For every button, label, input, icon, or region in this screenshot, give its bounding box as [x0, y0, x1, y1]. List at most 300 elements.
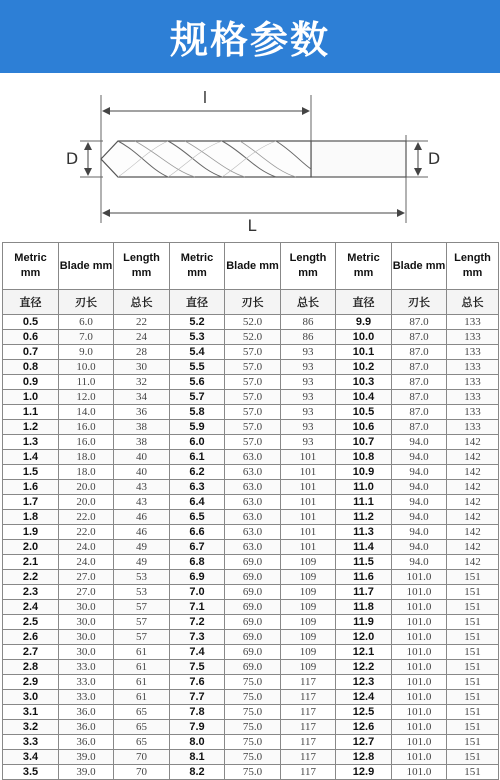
length-cell: 65 — [114, 735, 170, 750]
metric-cell: 8.0 — [170, 735, 225, 750]
header-banner — [0, 0, 500, 73]
length-cell: 151 — [447, 690, 499, 705]
table-row — [3, 420, 499, 435]
col-header-blade: Blade mm — [225, 243, 281, 290]
length-cell: 151 — [447, 600, 499, 615]
table-row — [3, 675, 499, 690]
blade-cell: 63.0 — [225, 465, 281, 480]
metric-cell: 7.0 — [170, 585, 225, 600]
blade-cell: 57.0 — [225, 420, 281, 435]
metric-cell: 7.9 — [170, 720, 225, 735]
metric-cell: 5.9 — [170, 420, 225, 435]
col-header-length: Length mm — [447, 243, 499, 290]
length-cell: 142 — [447, 465, 499, 480]
metric-cell: 0.9 — [3, 375, 59, 390]
table-row — [3, 750, 499, 765]
drill-bit-svg — [0, 73, 500, 238]
table-row — [3, 315, 499, 330]
blade-cell: 75.0 — [225, 705, 281, 720]
metric-cell: 6.7 — [170, 540, 225, 555]
col-header-blade-cn: 刃长 — [59, 290, 114, 315]
length-cell: 93 — [281, 405, 336, 420]
table-row — [3, 510, 499, 525]
metric-cell: 2.9 — [3, 675, 59, 690]
metric-cell: 10.6 — [336, 420, 392, 435]
blade-cell: 101.0 — [392, 570, 447, 585]
length-cell: 34 — [114, 390, 170, 405]
blade-cell: 10.0 — [59, 360, 114, 375]
blade-cell: 101.0 — [392, 600, 447, 615]
table-row — [3, 390, 499, 405]
metric-cell: 1.1 — [3, 405, 59, 420]
blade-cell: 57.0 — [225, 435, 281, 450]
metric-cell: 10.3 — [336, 375, 392, 390]
metric-cell: 7.3 — [170, 630, 225, 645]
length-cell: 86 — [281, 315, 336, 330]
length-cell: 133 — [447, 330, 499, 345]
length-cell: 117 — [281, 750, 336, 765]
length-cell: 65 — [114, 720, 170, 735]
blade-cell: 39.0 — [59, 750, 114, 765]
metric-cell: 2.2 — [3, 570, 59, 585]
table-row — [3, 615, 499, 630]
blade-cell: 30.0 — [59, 615, 114, 630]
table-row — [3, 375, 499, 390]
table-row — [3, 555, 499, 570]
metric-cell: 6.9 — [170, 570, 225, 585]
length-cell: 70 — [114, 750, 170, 765]
metric-cell: 1.2 — [3, 420, 59, 435]
length-cell: 151 — [447, 615, 499, 630]
table-row — [3, 690, 499, 705]
length-cell: 24 — [114, 330, 170, 345]
length-cell: 151 — [447, 720, 499, 735]
diameter-label-left: D — [65, 149, 79, 168]
metric-cell: 6.1 — [170, 450, 225, 465]
table-row — [3, 570, 499, 585]
col-header-length: Length mm — [114, 243, 170, 290]
length-cell: 40 — [114, 465, 170, 480]
metric-cell: 8.1 — [170, 750, 225, 765]
length-cell: 151 — [447, 630, 499, 645]
table-row — [3, 645, 499, 660]
metric-cell: 5.7 — [170, 390, 225, 405]
drill-shank — [311, 141, 406, 177]
metric-cell: 11.1 — [336, 495, 392, 510]
length-cell: 109 — [281, 645, 336, 660]
blade-cell: 69.0 — [225, 600, 281, 615]
header-row-en — [3, 243, 499, 290]
length-cell: 109 — [281, 585, 336, 600]
length-cell: 49 — [114, 540, 170, 555]
blade-cell: 52.0 — [225, 330, 281, 345]
length-cell: 61 — [114, 645, 170, 660]
table-row — [3, 330, 499, 345]
drill-flutes — [101, 141, 311, 177]
blade-cell: 57.0 — [225, 360, 281, 375]
blade-cell: 12.0 — [59, 390, 114, 405]
length-cell: 151 — [447, 570, 499, 585]
blade-cell: 101.0 — [392, 735, 447, 750]
blade-cell: 94.0 — [392, 525, 447, 540]
blade-length-label: l — [202, 88, 208, 107]
blade-cell: 57.0 — [225, 345, 281, 360]
col-header-blade-cn: 刃长 — [225, 290, 281, 315]
blade-cell: 94.0 — [392, 495, 447, 510]
metric-cell: 0.7 — [3, 345, 59, 360]
length-cell: 151 — [447, 645, 499, 660]
table-row — [3, 360, 499, 375]
blade-cell: 24.0 — [59, 540, 114, 555]
blade-cell: 33.0 — [59, 690, 114, 705]
blade-cell: 18.0 — [59, 465, 114, 480]
metric-cell: 10.5 — [336, 405, 392, 420]
metric-cell: 5.3 — [170, 330, 225, 345]
length-cell: 133 — [447, 390, 499, 405]
metric-cell: 5.4 — [170, 345, 225, 360]
length-cell: 53 — [114, 585, 170, 600]
table-row — [3, 435, 499, 450]
blade-cell: 57.0 — [225, 375, 281, 390]
length-cell: 151 — [447, 660, 499, 675]
metric-cell: 10.9 — [336, 465, 392, 480]
metric-cell: 10.4 — [336, 390, 392, 405]
length-cell: 93 — [281, 360, 336, 375]
blade-cell: 52.0 — [225, 315, 281, 330]
metric-cell: 3.1 — [3, 705, 59, 720]
length-cell: 38 — [114, 420, 170, 435]
table-row — [3, 735, 499, 750]
blade-cell: 20.0 — [59, 480, 114, 495]
blade-cell: 27.0 — [59, 570, 114, 585]
length-cell: 57 — [114, 600, 170, 615]
page-title: 规格参数 — [169, 18, 330, 62]
metric-cell: 11.4 — [336, 540, 392, 555]
length-cell: 101 — [281, 540, 336, 555]
metric-cell: 12.1 — [336, 645, 392, 660]
length-cell: 65 — [114, 705, 170, 720]
length-cell: 133 — [447, 375, 499, 390]
length-cell: 32 — [114, 375, 170, 390]
metric-cell: 11.9 — [336, 615, 392, 630]
metric-cell: 10.8 — [336, 450, 392, 465]
metric-cell: 11.3 — [336, 525, 392, 540]
length-cell: 151 — [447, 585, 499, 600]
length-cell: 133 — [447, 315, 499, 330]
length-cell: 109 — [281, 600, 336, 615]
length-cell: 142 — [447, 525, 499, 540]
metric-cell: 7.6 — [170, 675, 225, 690]
metric-cell: 12.6 — [336, 720, 392, 735]
blade-cell: 63.0 — [225, 495, 281, 510]
metric-cell: 11.6 — [336, 570, 392, 585]
length-cell: 151 — [447, 705, 499, 720]
table-row — [3, 450, 499, 465]
blade-cell: 39.0 — [59, 765, 114, 780]
metric-cell: 1.8 — [3, 510, 59, 525]
metric-cell: 12.4 — [336, 690, 392, 705]
blade-cell: 69.0 — [225, 555, 281, 570]
metric-cell: 12.0 — [336, 630, 392, 645]
metric-cell: 1.3 — [3, 435, 59, 450]
metric-cell: 6.0 — [170, 435, 225, 450]
length-cell: 117 — [281, 690, 336, 705]
blade-cell: 36.0 — [59, 720, 114, 735]
length-cell: 133 — [447, 345, 499, 360]
metric-cell: 2.5 — [3, 615, 59, 630]
col-header-metric: Metric mm — [3, 243, 59, 290]
length-cell: 61 — [114, 675, 170, 690]
metric-cell: 10.7 — [336, 435, 392, 450]
blade-cell: 87.0 — [392, 390, 447, 405]
blade-cell: 18.0 — [59, 450, 114, 465]
blade-cell: 101.0 — [392, 645, 447, 660]
blade-cell: 20.0 — [59, 495, 114, 510]
blade-cell: 75.0 — [225, 720, 281, 735]
blade-cell: 69.0 — [225, 630, 281, 645]
metric-cell: 3.0 — [3, 690, 59, 705]
blade-cell: 75.0 — [225, 735, 281, 750]
metric-cell: 8.2 — [170, 765, 225, 780]
metric-cell: 1.7 — [3, 495, 59, 510]
metric-cell: 7.1 — [170, 600, 225, 615]
length-cell: 86 — [281, 330, 336, 345]
blade-cell: 87.0 — [392, 420, 447, 435]
blade-cell: 101.0 — [392, 720, 447, 735]
blade-cell: 63.0 — [225, 480, 281, 495]
length-cell: 101 — [281, 480, 336, 495]
length-cell: 133 — [447, 420, 499, 435]
length-cell: 151 — [447, 750, 499, 765]
length-cell: 101 — [281, 465, 336, 480]
blade-cell: 14.0 — [59, 405, 114, 420]
length-cell: 117 — [281, 735, 336, 750]
length-cell: 101 — [281, 495, 336, 510]
blade-cell: 16.0 — [59, 420, 114, 435]
metric-cell: 11.7 — [336, 585, 392, 600]
blade-cell: 101.0 — [392, 630, 447, 645]
blade-cell: 101.0 — [392, 750, 447, 765]
metric-cell: 2.7 — [3, 645, 59, 660]
length-cell: 40 — [114, 450, 170, 465]
total-length-label: L — [247, 216, 257, 235]
blade-cell: 69.0 — [225, 615, 281, 630]
metric-cell: 7.4 — [170, 645, 225, 660]
length-cell: 101 — [281, 450, 336, 465]
metric-cell: 11.8 — [336, 600, 392, 615]
length-cell: 61 — [114, 660, 170, 675]
col-header-blade-cn: 刃长 — [392, 290, 447, 315]
length-cell: 151 — [447, 735, 499, 750]
blade-cell: 22.0 — [59, 525, 114, 540]
table-row — [3, 525, 499, 540]
metric-cell: 3.5 — [3, 765, 59, 780]
metric-cell: 5.5 — [170, 360, 225, 375]
length-cell: 142 — [447, 540, 499, 555]
diameter-label-right: D — [427, 149, 441, 168]
metric-cell: 2.1 — [3, 555, 59, 570]
table-row — [3, 495, 499, 510]
blade-cell: 87.0 — [392, 375, 447, 390]
metric-cell: 12.2 — [336, 660, 392, 675]
blade-cell: 87.0 — [392, 330, 447, 345]
length-cell: 93 — [281, 435, 336, 450]
length-cell: 57 — [114, 615, 170, 630]
blade-cell: 57.0 — [225, 390, 281, 405]
blade-cell: 101.0 — [392, 690, 447, 705]
length-cell: 70 — [114, 765, 170, 780]
length-cell: 93 — [281, 375, 336, 390]
length-cell: 151 — [447, 675, 499, 690]
length-cell: 133 — [447, 405, 499, 420]
metric-cell: 12.5 — [336, 705, 392, 720]
metric-cell: 12.9 — [336, 765, 392, 780]
metric-cell: 5.2 — [170, 315, 225, 330]
metric-cell: 6.4 — [170, 495, 225, 510]
blade-cell: 30.0 — [59, 645, 114, 660]
blade-cell: 101.0 — [392, 675, 447, 690]
col-header-length-cn: 总长 — [281, 290, 336, 315]
length-cell: 142 — [447, 555, 499, 570]
blade-cell: 7.0 — [59, 330, 114, 345]
blade-cell: 87.0 — [392, 345, 447, 360]
table-row — [3, 630, 499, 645]
length-cell: 109 — [281, 555, 336, 570]
metric-cell: 6.5 — [170, 510, 225, 525]
col-header-diameter-cn: 直径 — [170, 290, 225, 315]
metric-cell: 5.8 — [170, 405, 225, 420]
length-cell: 117 — [281, 720, 336, 735]
blade-cell: 94.0 — [392, 510, 447, 525]
spec-table — [2, 242, 499, 780]
table-row — [3, 585, 499, 600]
blade-cell: 87.0 — [392, 405, 447, 420]
length-cell: 117 — [281, 705, 336, 720]
col-header-blade: Blade mm — [59, 243, 114, 290]
metric-cell: 2.8 — [3, 660, 59, 675]
blade-cell: 36.0 — [59, 705, 114, 720]
length-cell: 117 — [281, 675, 336, 690]
col-header-metric: Metric mm — [170, 243, 225, 290]
length-cell: 61 — [114, 690, 170, 705]
table-row — [3, 405, 499, 420]
blade-cell: 30.0 — [59, 600, 114, 615]
metric-cell: 5.6 — [170, 375, 225, 390]
table-row — [3, 720, 499, 735]
blade-cell: 22.0 — [59, 510, 114, 525]
blade-cell: 69.0 — [225, 645, 281, 660]
blade-cell: 94.0 — [392, 540, 447, 555]
metric-cell: 11.5 — [336, 555, 392, 570]
col-header-metric: Metric mm — [336, 243, 392, 290]
header-row-cn — [3, 290, 499, 315]
table-row — [3, 465, 499, 480]
blade-cell: 101.0 — [392, 660, 447, 675]
metric-cell: 1.9 — [3, 525, 59, 540]
drill-bit-diagram — [0, 73, 500, 238]
blade-cell: 27.0 — [59, 585, 114, 600]
metric-cell: 7.5 — [170, 660, 225, 675]
metric-cell: 6.6 — [170, 525, 225, 540]
blade-cell: 33.0 — [59, 675, 114, 690]
blade-cell: 57.0 — [225, 405, 281, 420]
metric-cell: 3.4 — [3, 750, 59, 765]
length-cell: 53 — [114, 570, 170, 585]
metric-cell: 1.5 — [3, 465, 59, 480]
col-header-length-cn: 总长 — [447, 290, 499, 315]
length-cell: 142 — [447, 495, 499, 510]
blade-cell: 36.0 — [59, 735, 114, 750]
table-row — [3, 480, 499, 495]
length-cell: 109 — [281, 630, 336, 645]
table-row — [3, 660, 499, 675]
table-row — [3, 765, 499, 780]
length-cell: 93 — [281, 420, 336, 435]
metric-cell: 10.2 — [336, 360, 392, 375]
metric-cell: 12.7 — [336, 735, 392, 750]
metric-cell: 2.0 — [3, 540, 59, 555]
length-cell: 36 — [114, 405, 170, 420]
col-header-length: Length mm — [281, 243, 336, 290]
length-cell: 57 — [114, 630, 170, 645]
blade-cell: 9.0 — [59, 345, 114, 360]
length-cell: 49 — [114, 555, 170, 570]
blade-cell: 94.0 — [392, 450, 447, 465]
blade-cell: 87.0 — [392, 315, 447, 330]
table-row — [3, 705, 499, 720]
table-row — [3, 345, 499, 360]
length-cell: 142 — [447, 435, 499, 450]
blade-cell: 101.0 — [392, 765, 447, 780]
metric-cell: 11.0 — [336, 480, 392, 495]
metric-cell: 7.2 — [170, 615, 225, 630]
table-row — [3, 600, 499, 615]
metric-cell: 6.3 — [170, 480, 225, 495]
length-cell: 101 — [281, 525, 336, 540]
blade-cell: 6.0 — [59, 315, 114, 330]
metric-cell: 1.0 — [3, 390, 59, 405]
blade-cell: 75.0 — [225, 690, 281, 705]
metric-cell: 0.5 — [3, 315, 59, 330]
length-cell: 117 — [281, 765, 336, 780]
blade-cell: 75.0 — [225, 675, 281, 690]
length-cell: 142 — [447, 480, 499, 495]
metric-cell: 7.7 — [170, 690, 225, 705]
metric-cell: 2.4 — [3, 600, 59, 615]
length-cell: 93 — [281, 390, 336, 405]
blade-cell: 69.0 — [225, 585, 281, 600]
length-cell: 142 — [447, 510, 499, 525]
length-cell: 109 — [281, 615, 336, 630]
metric-cell: 3.2 — [3, 720, 59, 735]
length-cell: 22 — [114, 315, 170, 330]
col-header-diameter-cn: 直径 — [336, 290, 392, 315]
blade-cell: 63.0 — [225, 540, 281, 555]
metric-cell: 6.2 — [170, 465, 225, 480]
metric-cell: 7.8 — [170, 705, 225, 720]
blade-cell: 101.0 — [392, 585, 447, 600]
length-cell: 133 — [447, 360, 499, 375]
metric-cell: 2.6 — [3, 630, 59, 645]
metric-cell: 10.0 — [336, 330, 392, 345]
spec-table-body — [3, 315, 499, 780]
blade-cell: 69.0 — [225, 660, 281, 675]
blade-cell: 101.0 — [392, 705, 447, 720]
metric-cell: 10.1 — [336, 345, 392, 360]
blade-cell: 63.0 — [225, 525, 281, 540]
blade-cell: 63.0 — [225, 510, 281, 525]
col-header-blade: Blade mm — [392, 243, 447, 290]
